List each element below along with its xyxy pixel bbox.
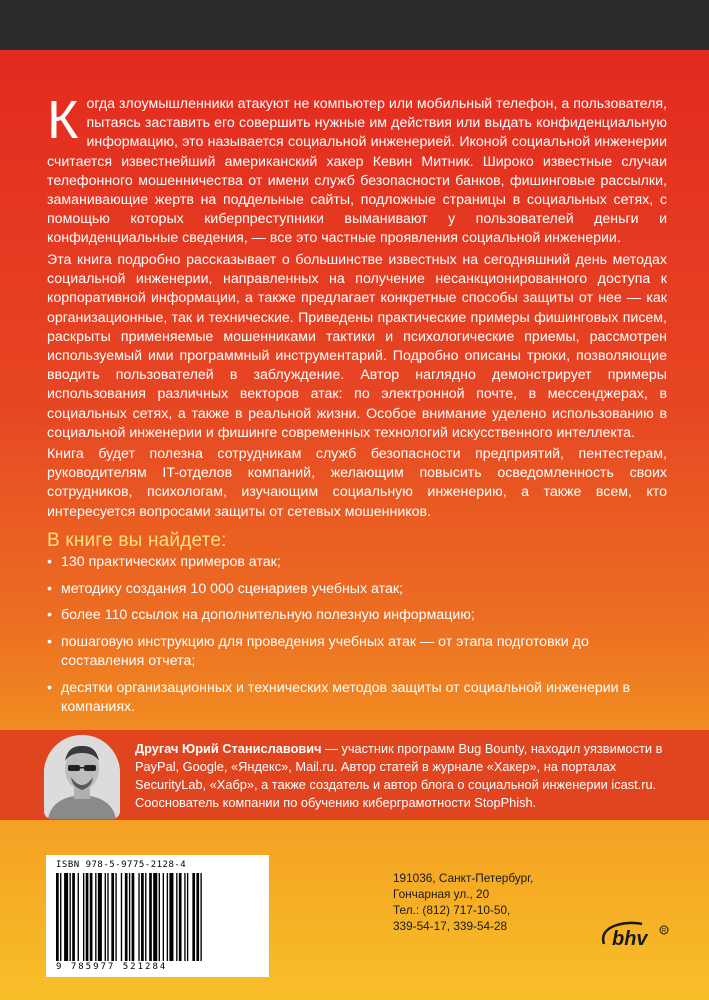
isbn-label: ISBN 978-5-9775-2128-4	[56, 860, 187, 870]
bullet-icon: •	[47, 633, 52, 650]
list-item: • десятки организационных и технических методов защиты от социальной инженерии в компаниях.	[47, 679, 631, 715]
intro-paragraph	[47, 90, 667, 249]
author-portrait-icon	[44, 735, 120, 819]
barcode-panel	[46, 855, 269, 977]
audience-paragraph: Книга будет полезна сотрудникам служб безопасности предприятий, пентестерам, руководителям IT-отделов компаний, желающим повысить осведомленность своих сотрудников, психологам, изучающим социальную инженерию, а также всем, кто интересуется вопросами защиты от сетевых мошенников.	[47, 446, 667, 520]
svg-text:bhv: bhv	[612, 928, 648, 950]
list-item: • методику создания 10 000 сценариев учебных атак;	[47, 580, 667, 600]
drop-cap: К	[47, 90, 79, 150]
bullet-icon: •	[47, 554, 52, 570]
top-dark-band	[0, 0, 709, 50]
list-item: • пошаговую инструкцию для проведения учебных атак — от этапа подготовки до составления отчета;	[47, 633, 589, 669]
features-list	[47, 553, 667, 725]
intro-text: огда злоумышленники атакуют не компьютер или мобильный телефон, а пользователя, пытаясь заставить его совершить нужные им действия или выдать конфиденциальную информацию, это называется социальной инженерией. Иконой социальной инженерии считается известнейший американский хакер Кевин Митник. Широко известные случаи телефонного мошенничества от имени служб безопасности банков, фишинговые рассылки, заманивающие жертв на поддельные сайты, подложные страницы в социальных сетях, с помощью которых киберпреступники выманивают у пользователей деньги и конфиденциальные сведения, — все это частные проявления социальной инженерии.	[47, 96, 667, 247]
features-heading: В книге вы найдете:	[47, 530, 227, 551]
author-description: — участник программ Bug Bounty, находил уязвимости в PayPal, Google, «Яндекс», Mail.ru. Автор статей в журнале «Хакер», на порталах SecurityLab, «Хабр», а также создатель и автор блога о социальной инженерии icast.ru. Сооснователь компании по обучению киберграмотности StopPhish.	[135, 741, 663, 810]
bullet-icon: •	[47, 607, 52, 623]
list-item: • более 110 ссылок на дополнительную полезную информацию;	[47, 606, 667, 626]
author-name: Другач Юрий Станиславович	[135, 741, 322, 756]
svg-text:R: R	[661, 928, 667, 935]
barcode-icon	[56, 873, 259, 961]
description-paragraph: Эта книга подробно рассказывает о большинстве известных на сегодняшний день методах социальной инженерии, направленных на получение несанкционированного доступа к корпоративной информации, а также предлагает конкретные способы защиты от нее — как организационные, так и технические. Приведены практические примеры фишинговых писем, раскрыты применяемые мошенниками тактики и психологические приемы, рассмотрен используемый ими программный инструментарий. Подробно описаны трюки, позволяющие вводить пользователей в заблуждение. Автор наглядно демонстрирует примеры использования различных векторов атак: по электронной почте, в мессенджерах, в социальных сетях, а также в реальной жизни. Особое внимание уделено использованию в социальной инженерии и фишинге современных технологий искусственного интеллекта.	[47, 252, 667, 441]
barcode-number: 9 785977 521284	[56, 962, 168, 972]
bullet-icon: •	[47, 580, 52, 597]
list-item: • 130 практических примеров атак;	[47, 553, 667, 573]
author-photo	[44, 735, 120, 819]
publisher-address: 191036, Санкт-Петербург, Гончарная ул., 20 Тел.: (812) 717-10-50, 339-54-17, 339-54-28	[393, 871, 534, 933]
author-bio	[135, 740, 675, 812]
bullet-icon: •	[47, 679, 52, 696]
bhv-logo-icon	[598, 918, 670, 950]
